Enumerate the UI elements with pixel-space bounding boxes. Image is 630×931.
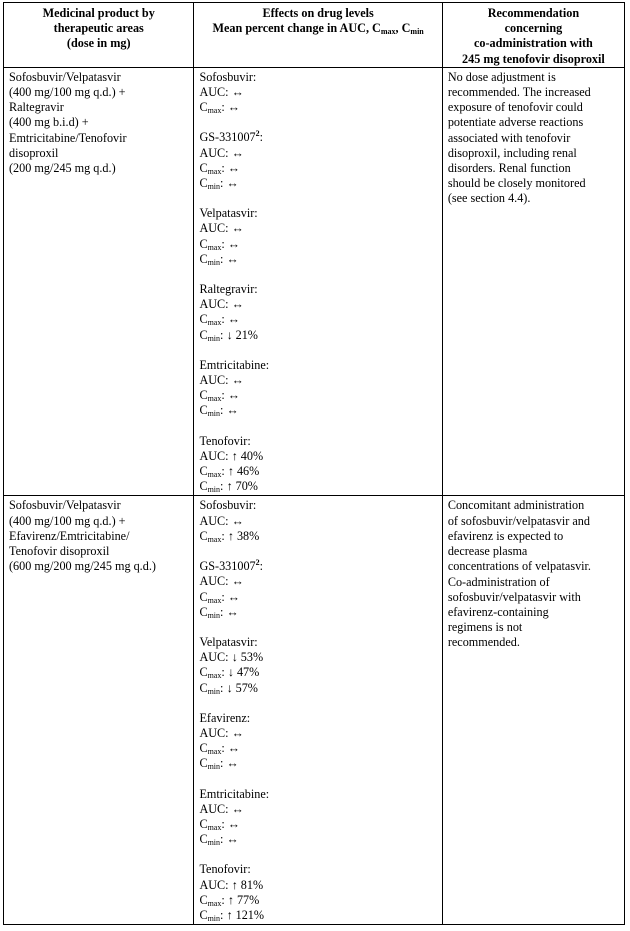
effects-cell (194, 496, 442, 925)
product-line: (400 mg b.i.d) + (9, 115, 89, 130)
header-recommendation-line: 245 mg tenofovir disoproxil (462, 51, 605, 66)
max-subscript: max (207, 534, 222, 544)
effect-min-line (199, 908, 436, 923)
colon: : (220, 327, 227, 342)
effect-min-line (199, 681, 436, 696)
effect-auc-line (199, 221, 436, 236)
effect-gap (199, 419, 436, 434)
effect-min-value: ↓ 57% (226, 680, 258, 695)
colon: : (221, 464, 228, 479)
header-recommendation-line: concerning (504, 21, 563, 36)
effect-auc-value: ↑ 81% (231, 877, 264, 892)
product-line: disoproxil (9, 145, 59, 160)
drug-name: Efavirenz: (199, 710, 251, 725)
effect-auc-value: ↔ (231, 297, 244, 312)
colon: : (220, 680, 227, 695)
min-subscript: min (207, 409, 221, 419)
colon: : (220, 251, 227, 266)
header-effects (194, 3, 442, 68)
colon: : (220, 604, 227, 619)
recommendation-line: decrease plasma (447, 544, 528, 559)
effect-max-value: ↔ (227, 160, 240, 175)
effect-gap (199, 772, 436, 787)
effect-gap (199, 267, 436, 282)
effect-drug-name (199, 711, 436, 726)
effect-min-value: ↔ (226, 604, 239, 619)
effect-min-value: ↔ (226, 832, 239, 847)
product-cell (4, 67, 194, 496)
effect-drug-name (199, 434, 436, 449)
effect-auc-line (199, 373, 436, 388)
recommendation-line: sofosbuvir/velpatasvir with (447, 589, 581, 604)
colon: : (220, 479, 227, 494)
auc-label: AUC: (199, 725, 232, 740)
effect-min-value: ↔ (226, 756, 239, 771)
effect-auc-line (199, 802, 436, 817)
recommendation-line: disorders. Renal function (447, 161, 571, 176)
recommendation-cell (442, 67, 624, 496)
effect-gap (199, 544, 436, 559)
recommendation-line: recommended. The increased (447, 85, 591, 100)
recommendation-line: of sofosbuvir/velpatasvir and (447, 513, 590, 528)
effect-min-line (199, 176, 436, 191)
header-row (4, 3, 625, 68)
effect-max-value: ↓ 47% (227, 665, 260, 680)
min-subscript: min (207, 333, 221, 343)
effect-gap (199, 847, 436, 862)
effect-auc-line (199, 449, 436, 464)
c-symbol: C (199, 665, 208, 680)
min-subscript: min (207, 838, 221, 848)
recommendation-line: efavirenz is expected to (447, 528, 564, 543)
recommendation-line: efavirenz-containing (447, 604, 549, 619)
drug-name: Velpatasvir: (199, 634, 258, 649)
max-subscript: max (207, 898, 222, 908)
effect-drug-name (199, 358, 436, 373)
effect-gap (199, 191, 436, 206)
c-symbol: C (199, 312, 208, 327)
c-symbol: C (199, 403, 208, 418)
effect-min-line (199, 328, 436, 343)
recommendation-line: Concomitant administration (447, 498, 585, 513)
effect-auc-line (199, 146, 436, 161)
drug-name: Raltegravir: (199, 282, 258, 297)
effect-auc-value: ↔ (231, 801, 244, 816)
recommendation-line: associated with tenofovir (447, 130, 571, 145)
max-subscript: max (207, 242, 222, 252)
interactions-table (3, 2, 625, 925)
effect-min-value: ↔ (226, 176, 239, 191)
colon: : (221, 388, 228, 403)
effect-min-value: ↑ 121% (226, 907, 265, 922)
product-cell (4, 496, 194, 925)
effect-min-value: ↓ 21% (226, 327, 258, 342)
min-subscript: min (207, 913, 221, 923)
effect-min-value: ↑ 70% (226, 479, 258, 494)
footnote-marker: 2 (255, 558, 260, 568)
drug-name: Sofosbuvir: (199, 498, 257, 513)
max-subscript: max (207, 747, 222, 757)
c-symbol: C (199, 479, 208, 494)
effect-auc-value: ↓ 53% (231, 650, 264, 665)
recommendation-line: recommended. (447, 635, 520, 650)
colon: : (221, 312, 228, 327)
effect-auc-line (199, 297, 436, 312)
effect-max-value: ↔ (227, 388, 240, 403)
colon: : (221, 100, 228, 115)
c-symbol: C (199, 741, 208, 756)
effect-max-value: ↔ (227, 741, 240, 756)
effect-drug-name (199, 70, 436, 85)
effect-gap (199, 115, 436, 130)
effect-min-line (199, 479, 436, 494)
colon: : (220, 403, 227, 418)
header-product-line: therapeutic areas (53, 21, 144, 36)
footnote-marker: 2 (255, 129, 260, 139)
header-effects-sep: , C (395, 21, 411, 36)
effect-max-line (199, 161, 436, 176)
colon: : (221, 892, 228, 907)
effect-auc-value: ↔ (231, 145, 244, 160)
effect-min-line (199, 403, 436, 418)
max-subscript: max (207, 106, 222, 116)
product-line: Tenofovir disoproxil (9, 544, 110, 559)
min-subscript: min (207, 686, 221, 696)
effect-min-line (199, 605, 436, 620)
colon: : (221, 589, 228, 604)
recommendation-line: should be closely monitored (447, 176, 586, 191)
effect-drug-name (199, 635, 436, 650)
effect-gap (199, 696, 436, 711)
c-symbol: C (199, 589, 208, 604)
product-line: Efavirenz/Emtricitabine/ (9, 528, 130, 543)
metabolite-name: GS-331007 (199, 130, 256, 145)
recommendation-line: No dose adjustment is (447, 69, 556, 84)
auc-label: AUC: (199, 877, 232, 892)
effect-max-value: ↑ 38% (227, 528, 260, 543)
effect-max-line (199, 893, 436, 908)
max-subscript: max (207, 822, 222, 832)
max-subscript: max (207, 671, 222, 681)
effect-min-value: ↔ (226, 403, 239, 418)
effect-max-line (199, 388, 436, 403)
auc-label: AUC: (199, 513, 232, 528)
effect-min-line (199, 832, 436, 847)
header-recommendation (442, 3, 624, 68)
product-line: Sofosbuvir/Velpatasvir (9, 69, 121, 84)
recommendation-line: Co-administration of (447, 574, 550, 589)
colon: : (220, 176, 227, 191)
c-symbol: C (199, 251, 208, 266)
c-symbol: C (199, 236, 208, 251)
effect-auc-line (199, 878, 436, 893)
c-symbol: C (199, 528, 208, 543)
min-subscript: min (207, 257, 221, 267)
max-subscript: max (207, 470, 222, 480)
effect-max-value: ↑ 46% (227, 464, 260, 479)
header-recommendation-line: co-administration with (474, 36, 593, 51)
product-line: Emtricitabine/Tenofovir (9, 130, 127, 145)
colon: : (220, 832, 227, 847)
effect-auc-line (199, 726, 436, 741)
effect-max-line (199, 100, 436, 115)
auc-label: AUC: (199, 145, 232, 160)
recommendation-cell (442, 496, 624, 925)
effect-auc-line (199, 650, 436, 665)
effect-max-line (199, 741, 436, 756)
auc-label: AUC: (199, 85, 232, 100)
colon: : (220, 756, 227, 771)
effect-drug-name (199, 787, 436, 802)
effect-max-line (199, 237, 436, 252)
effect-min-line (199, 756, 436, 771)
header-max-sub: max (380, 27, 396, 37)
drug-name: Emtricitabine: (199, 357, 270, 372)
effect-auc-line (199, 514, 436, 529)
effect-drug-name (199, 498, 436, 513)
auc-label: AUC: (199, 448, 232, 463)
effect-max-value: ↔ (227, 312, 240, 327)
c-symbol: C (199, 756, 208, 771)
drug-name: Emtricitabine: (199, 786, 270, 801)
recommendation-line: exposure of tenofovir could (447, 100, 583, 115)
header-effects-line (199, 21, 436, 36)
header-product-line: Medicinal product by (42, 6, 155, 20)
recommendation-line: concentrations of velpatasvir. (447, 559, 591, 574)
colon: : (259, 130, 264, 145)
c-symbol: C (199, 464, 208, 479)
recommendation-line: regimens is not (447, 620, 523, 635)
product-line: (400 mg/100 mg q.d.) + (9, 513, 126, 528)
recommendation-line: (see section 4.4). (447, 191, 531, 206)
effect-auc-value: ↔ (231, 85, 244, 100)
colon: : (221, 741, 228, 756)
effect-max-value: ↔ (227, 236, 240, 251)
c-symbol: C (199, 327, 208, 342)
effect-max-line (199, 464, 436, 479)
colon: : (220, 907, 227, 922)
product-line: (600 mg/200 mg/245 mg q.d.) (9, 559, 156, 574)
c-symbol: C (199, 604, 208, 619)
effect-auc-value: ↔ (231, 373, 244, 388)
c-symbol: C (199, 907, 208, 922)
header-effects-line: Effects on drug levels (262, 6, 374, 20)
c-symbol: C (199, 176, 208, 191)
auc-label: AUC: (199, 221, 232, 236)
recommendation-line: potentiate adverse reactions (447, 115, 584, 130)
effect-drug-name (199, 206, 436, 221)
auc-label: AUC: (199, 801, 232, 816)
colon: : (221, 160, 228, 175)
colon: : (221, 528, 228, 543)
drug-name: Velpatasvir: (199, 206, 258, 221)
effect-min-line (199, 252, 436, 267)
effect-auc-line (199, 85, 436, 100)
c-symbol: C (199, 160, 208, 175)
effect-max-line (199, 312, 436, 327)
colon: : (259, 559, 264, 574)
effect-drug-name (199, 130, 436, 145)
min-subscript: min (207, 610, 221, 620)
drug-name: Tenofovir: (199, 862, 251, 877)
product-line: (400 mg/100 mg q.d.) + (9, 85, 126, 100)
effect-auc-value: ↑ 40% (231, 448, 264, 463)
max-subscript: max (207, 166, 222, 176)
c-symbol: C (199, 892, 208, 907)
c-symbol: C (199, 100, 208, 115)
effect-max-line (199, 665, 436, 680)
effect-gap (199, 620, 436, 635)
header-product (4, 3, 194, 68)
effect-max-line (199, 529, 436, 544)
effect-max-line (199, 817, 436, 832)
drug-name: Sofosbuvir: (199, 69, 257, 84)
effect-auc-value: ↔ (231, 221, 244, 236)
header-product-line: (dose in mg) (66, 36, 131, 51)
effect-max-value: ↔ (227, 589, 240, 604)
auc-label: AUC: (199, 574, 232, 589)
effect-auc-value: ↔ (231, 513, 244, 528)
min-subscript: min (207, 762, 221, 772)
product-line: Sofosbuvir/Velpatasvir (9, 498, 121, 513)
metabolite-name: GS-331007 (199, 559, 256, 574)
header-min-sub: min (410, 27, 424, 37)
table-row (4, 496, 625, 925)
min-subscript: min (207, 485, 221, 495)
max-subscript: max (207, 318, 222, 328)
effect-drug-name (199, 559, 436, 574)
product-line: Raltegravir (9, 100, 64, 115)
effect-max-line (199, 590, 436, 605)
effect-drug-name (199, 282, 436, 297)
min-subscript: min (207, 182, 221, 192)
drug-name: Tenofovir: (199, 433, 251, 448)
effects-cell (194, 67, 442, 496)
recommendation-line: disoproxil, including renal (447, 145, 577, 160)
auc-label: AUC: (199, 650, 232, 665)
effect-max-value: ↑ 77% (227, 892, 260, 907)
effect-auc-value: ↔ (231, 725, 244, 740)
table-row (4, 67, 625, 496)
header-recommendation-line: Recommendation (487, 6, 580, 20)
effect-max-value: ↔ (227, 816, 240, 831)
auc-label: AUC: (199, 373, 232, 388)
effect-auc-value: ↔ (231, 574, 244, 589)
max-subscript: max (207, 595, 222, 605)
effect-gap (199, 343, 436, 358)
auc-label: AUC: (199, 297, 232, 312)
colon: : (221, 816, 228, 831)
effect-min-value: ↔ (226, 251, 239, 266)
c-symbol: C (199, 680, 208, 695)
c-symbol: C (199, 832, 208, 847)
effect-max-value: ↔ (227, 100, 240, 115)
colon: : (221, 236, 228, 251)
effect-auc-line (199, 574, 436, 589)
colon: : (221, 665, 228, 680)
c-symbol: C (199, 388, 208, 403)
c-symbol: C (199, 816, 208, 831)
effect-drug-name (199, 862, 436, 877)
max-subscript: max (207, 394, 222, 404)
product-line: (200 mg/245 mg q.d.) (9, 161, 116, 176)
header-effects-text: Mean percent change in AUC, C (212, 21, 381, 36)
